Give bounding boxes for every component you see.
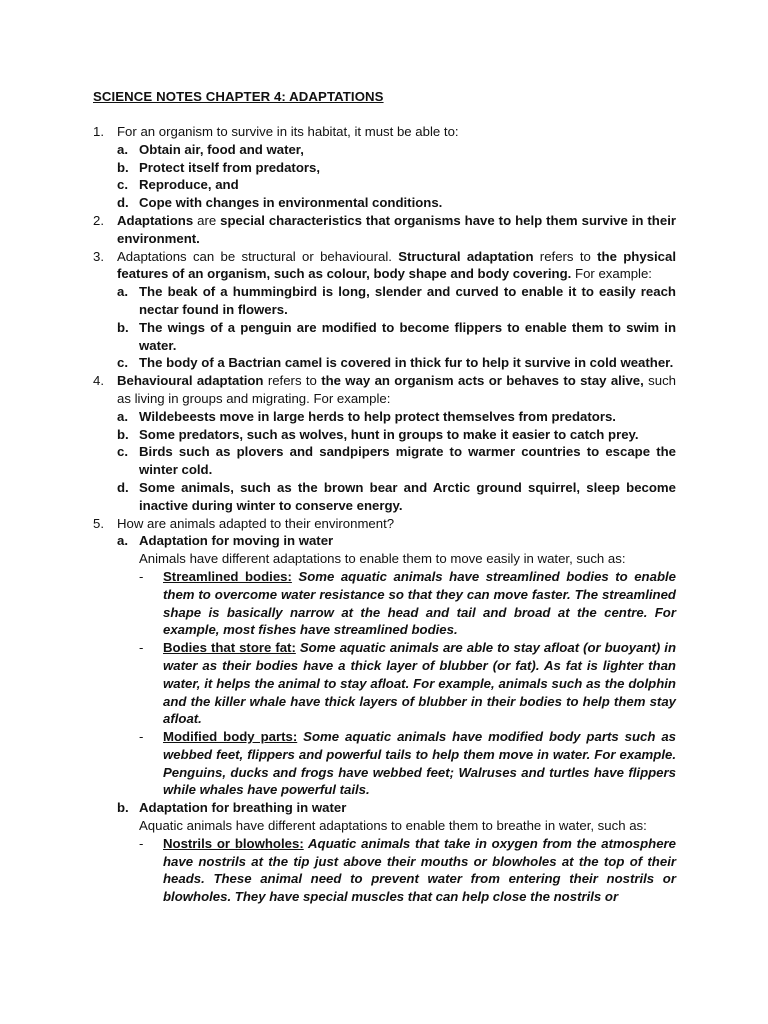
sub-marker: b. xyxy=(117,159,129,175)
list-number: 3. xyxy=(93,248,104,264)
sub-text: Protect itself from predators, xyxy=(139,159,320,175)
bullet-point xyxy=(93,835,676,906)
dash-marker: - xyxy=(139,729,144,745)
sub-item xyxy=(93,479,676,515)
item-text: For an organism to survive in its habitat, it must be able to: xyxy=(117,124,459,139)
point-text: Some aquatic animals have modified body parts such as webbed feet, flippers and powerful tails to help them move in water. For example. Penguins, ducks and frogs have webbed feet; Walruses and turtles have flippers while whales have powerful tails. xyxy=(163,729,676,798)
sub-item xyxy=(93,319,676,355)
section-heading-breathing xyxy=(93,799,676,817)
section-intro: Aquatic animals have different adaptations to enable them to breathe in water, such as: xyxy=(139,818,647,834)
section-intro: Animals have different adaptations to enable them to move easily in water, such as: xyxy=(139,551,626,567)
list-item-5 xyxy=(93,515,676,533)
sub-item xyxy=(93,159,676,177)
list-number: 2. xyxy=(93,212,104,228)
sub-item xyxy=(93,283,676,319)
list-number: 1. xyxy=(93,124,104,139)
item-text: such as living in groups and migrating. xyxy=(117,373,676,406)
sub-item xyxy=(93,176,676,194)
item-text: are xyxy=(193,212,221,228)
item-text: refers to xyxy=(533,248,598,264)
bold-term: Structural adaptation xyxy=(398,248,534,264)
point-term: Modified body parts: xyxy=(163,729,298,745)
sub-marker: b. xyxy=(117,426,129,442)
sub-item xyxy=(93,194,676,212)
sub-marker: b. xyxy=(117,800,129,816)
sub-text: Some predators, such as wolves, hunt in groups to make it easier to catch prey. xyxy=(139,426,639,442)
bullet-point xyxy=(93,639,676,728)
sub-text: Birds such as plovers and sandpipers migrate to warmer countries to escape the winter cold. xyxy=(139,444,676,478)
sub-text: Wildebeests move in large herds to help protect themselves from predators. xyxy=(139,408,616,424)
sub-marker: a. xyxy=(117,408,128,424)
sub-text: The beak of a hummingbird is long, slender and curved to enable it to easily reach nectar found in flowers. xyxy=(139,284,676,317)
section-heading: Adaptation for moving in water xyxy=(139,533,334,549)
point-term: Bodies that store fat: xyxy=(163,640,296,656)
item-text: For example: xyxy=(309,390,391,406)
sub-item xyxy=(93,408,676,426)
sub-text: The wings of a penguin are modified to become flippers to enable them to swim in water. xyxy=(139,319,676,353)
sub-text: Some animals, such as the brown bear and Arctic ground squirrel, sleep become inactive during winter to conserve energy. xyxy=(139,479,676,513)
list-item-3 xyxy=(93,248,676,284)
item-text: refers to xyxy=(263,373,322,389)
list-item-1 xyxy=(93,123,676,141)
sub-item xyxy=(93,354,676,372)
sub-marker: a. xyxy=(117,284,128,300)
sub-marker: d. xyxy=(117,195,129,211)
section-heading: Adaptation for breathing in water xyxy=(139,800,347,816)
point-term: Streamlined bodies: xyxy=(163,568,292,584)
sub-item xyxy=(93,443,676,479)
notes-content xyxy=(93,123,676,906)
list-item-2 xyxy=(93,212,676,248)
sub-marker: c. xyxy=(117,444,128,460)
sub-marker: a. xyxy=(117,141,128,157)
bold-definition: the way an organism acts or behaves to stay alive, xyxy=(321,373,644,389)
page-title: SCIENCE NOTES CHAPTER 4: ADAPTATIONS xyxy=(93,89,384,104)
bold-definition: the physical features of an organism, such as colour, body shape and body covering. xyxy=(117,248,677,282)
item-text: Adaptations can be structural or behavioural. xyxy=(117,248,399,264)
point-text: Some aquatic animals are able to stay afloat (or buoyant) in water as their bodies have a thick layer of blubber (or fat). As fat is lighter than water, it helps the animal to stay afloat. For example, animals such as the dolphin and the killer whale have thick layers of blubber in their bodies to help them stay afloat. xyxy=(163,640,676,727)
sub-item xyxy=(93,141,676,159)
sub-marker: c. xyxy=(117,177,128,193)
item-text: For example: xyxy=(571,266,652,282)
sub-text: The body of a Bactrian camel is covered in thick fur to help it survive in cold weather. xyxy=(139,355,674,371)
sub-marker: b. xyxy=(117,319,129,335)
sub-text: Obtain air, food and water, xyxy=(139,141,304,157)
bold-definition: special characteristics that organisms have to help them survive in their environment. xyxy=(117,212,676,246)
sub-text: Cope with changes in environmental conditions. xyxy=(139,195,443,211)
bold-term: Behavioural adaptation xyxy=(117,373,264,389)
list-number: 5. xyxy=(93,515,104,531)
bullet-point xyxy=(93,728,676,799)
dash-marker: - xyxy=(139,640,144,656)
dash-marker: - xyxy=(139,835,144,851)
section-heading-moving xyxy=(93,532,676,550)
bold-term: Adaptations xyxy=(117,212,194,228)
dash-marker: - xyxy=(139,568,144,584)
sub-marker: a. xyxy=(117,533,128,549)
list-item-4 xyxy=(93,372,676,408)
point-text: Some aquatic animals have streamlined bodies to enable them to overcome water resistance so that they can move faster. The streamlined shape is basically narrow at the head and tail and broad at the centre. For example, most fishes have streamlined bodies. xyxy=(163,568,676,638)
sub-item xyxy=(93,426,676,444)
bullet-point xyxy=(93,568,676,639)
point-text: Aquatic animals that take in oxygen from the atmosphere have nostrils at the tip just above their mouths or blowholes at the top of their heads. These animal need to prevent water from entering their nostrils or blowholes. They have special muscles that can help close the nostrils or xyxy=(163,835,676,905)
item-text: How are animals adapted to their environment? xyxy=(117,515,395,531)
sub-marker: c. xyxy=(117,355,128,371)
list-number: 4. xyxy=(93,373,104,389)
sub-marker: d. xyxy=(117,479,129,495)
sub-text: Reproduce, and xyxy=(139,177,239,193)
point-term: Nostrils or blowholes: xyxy=(163,835,304,851)
